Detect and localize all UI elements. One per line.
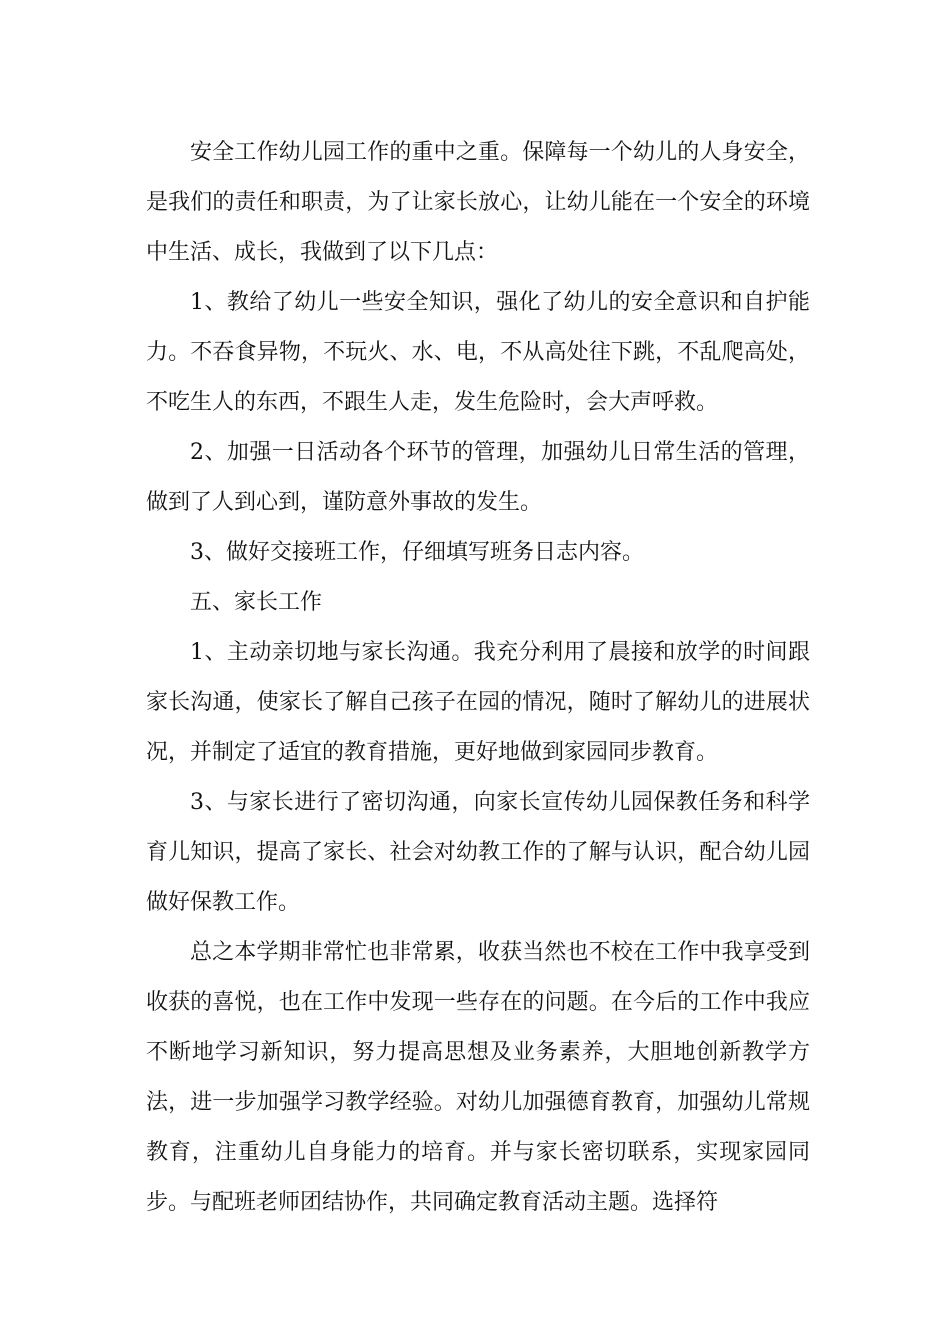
paragraph-summary: 总之本学期非常忙也非常累，收获当然也不校在工作中我享受到收获的喜悦，也在工作中发现一些存在的问题。在今后的工作中我应不断地学习新知识，努力提高思想及业务素养，大胆地创新教学方法，进一步加强学习教学经验。对幼儿加强德育教育，加强幼儿常规教育，注重幼儿自身能力的培育。并与家长密切联系，实现家园同步。与配班老师团结协作，共同确定教育活动主题。选择符 (146, 940, 810, 1215)
paragraph-safety-item-2: 2、加强一日活动各个环节的管理，加强幼儿日常生活的管理，做到了人到心到，谨防意外事故的发生。 (146, 440, 810, 515)
paragraph-safety-item-3: 3、做好交接班工作，仔细填写班务日志内容。 (190, 540, 644, 565)
section-heading-parent-work: 五、家长工作 (190, 590, 323, 615)
paragraph-safety-intro: 安全工作幼儿园工作的重中之重。保障每一个幼儿的人身安全，是我们的责任和职责，为了让家长放心，让幼儿能在一个安全的环境中生活、成长，我做到了以下几点： (146, 140, 810, 265)
document-body (146, 128, 810, 1228)
paragraph-parent-item-3: 3、与家长进行了密切沟通，向家长宣传幼儿园保教任务和科学育儿知识，提高了家长、社会对幼教工作的了解与认识，配合幼儿园做好保教工作。 (146, 790, 810, 915)
paragraph-parent-item-1: 1、主动亲切地与家长沟通。我充分利用了晨接和放学的时间跟家长沟通，使家长了解自己孩子在园的情况，随时了解幼儿的进展状况，并制定了适宜的教育措施，更好地做到家园同步教育。 (146, 640, 810, 765)
paragraph-safety-item-1: 1、教给了幼儿一些安全知识，强化了幼儿的安全意识和自护能力。不吞食异物，不玩火、水、电，不从高处往下跳，不乱爬高处，不吃生人的东西，不跟生人走，发生危险时，会大声呼救。 (146, 290, 810, 415)
